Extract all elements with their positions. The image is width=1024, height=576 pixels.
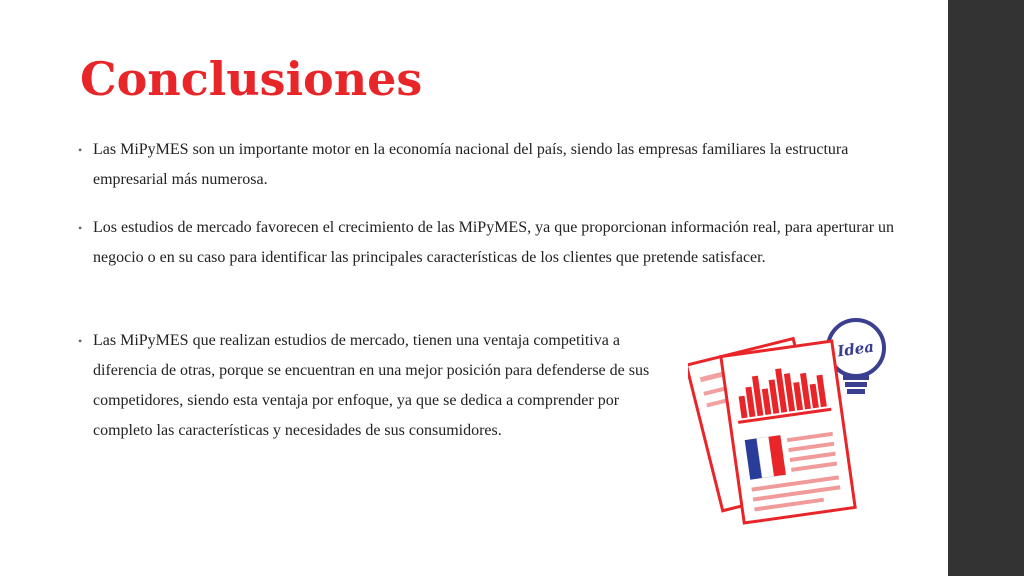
bullet-text: Las MiPyMES son un importante motor en la economía nacional del país, siendo las empresas familiares la estructura empresarial más numerosa. — [93, 141, 849, 188]
flag-block — [745, 435, 786, 480]
bullet-text: Las MiPyMES que realizan estudios de mercado, tienen una ventaja competitiva a diferencia de otras, porque se encuentran en una mejor posición para defenderse de sus competidores, siendo esta ventaja por enfoque, ya que se dedica a comprender por completo las características y necesidades de sus consumidores. — [93, 332, 650, 439]
bullet-marker: • — [78, 143, 83, 157]
bullet-item-1 — [78, 135, 898, 195]
report-document-icon — [688, 312, 888, 530]
bullet-marker: • — [78, 221, 83, 235]
bullet-marker: • — [78, 334, 83, 348]
side-bar — [948, 0, 1024, 576]
bullet-item-3 — [78, 326, 678, 446]
front-document — [721, 341, 855, 523]
bulb-label: Idea — [836, 337, 876, 361]
bullet-item-2 — [78, 213, 908, 273]
slide-title: Conclusiones — [80, 52, 423, 106]
bullet-text: Los estudios de mercado favorecen el crecimiento de las MiPyMES, ya que proporcionan información real, para aperturar un negocio o en su caso para identificar las principales características de los clientes que pretende satisfacer. — [93, 219, 895, 266]
